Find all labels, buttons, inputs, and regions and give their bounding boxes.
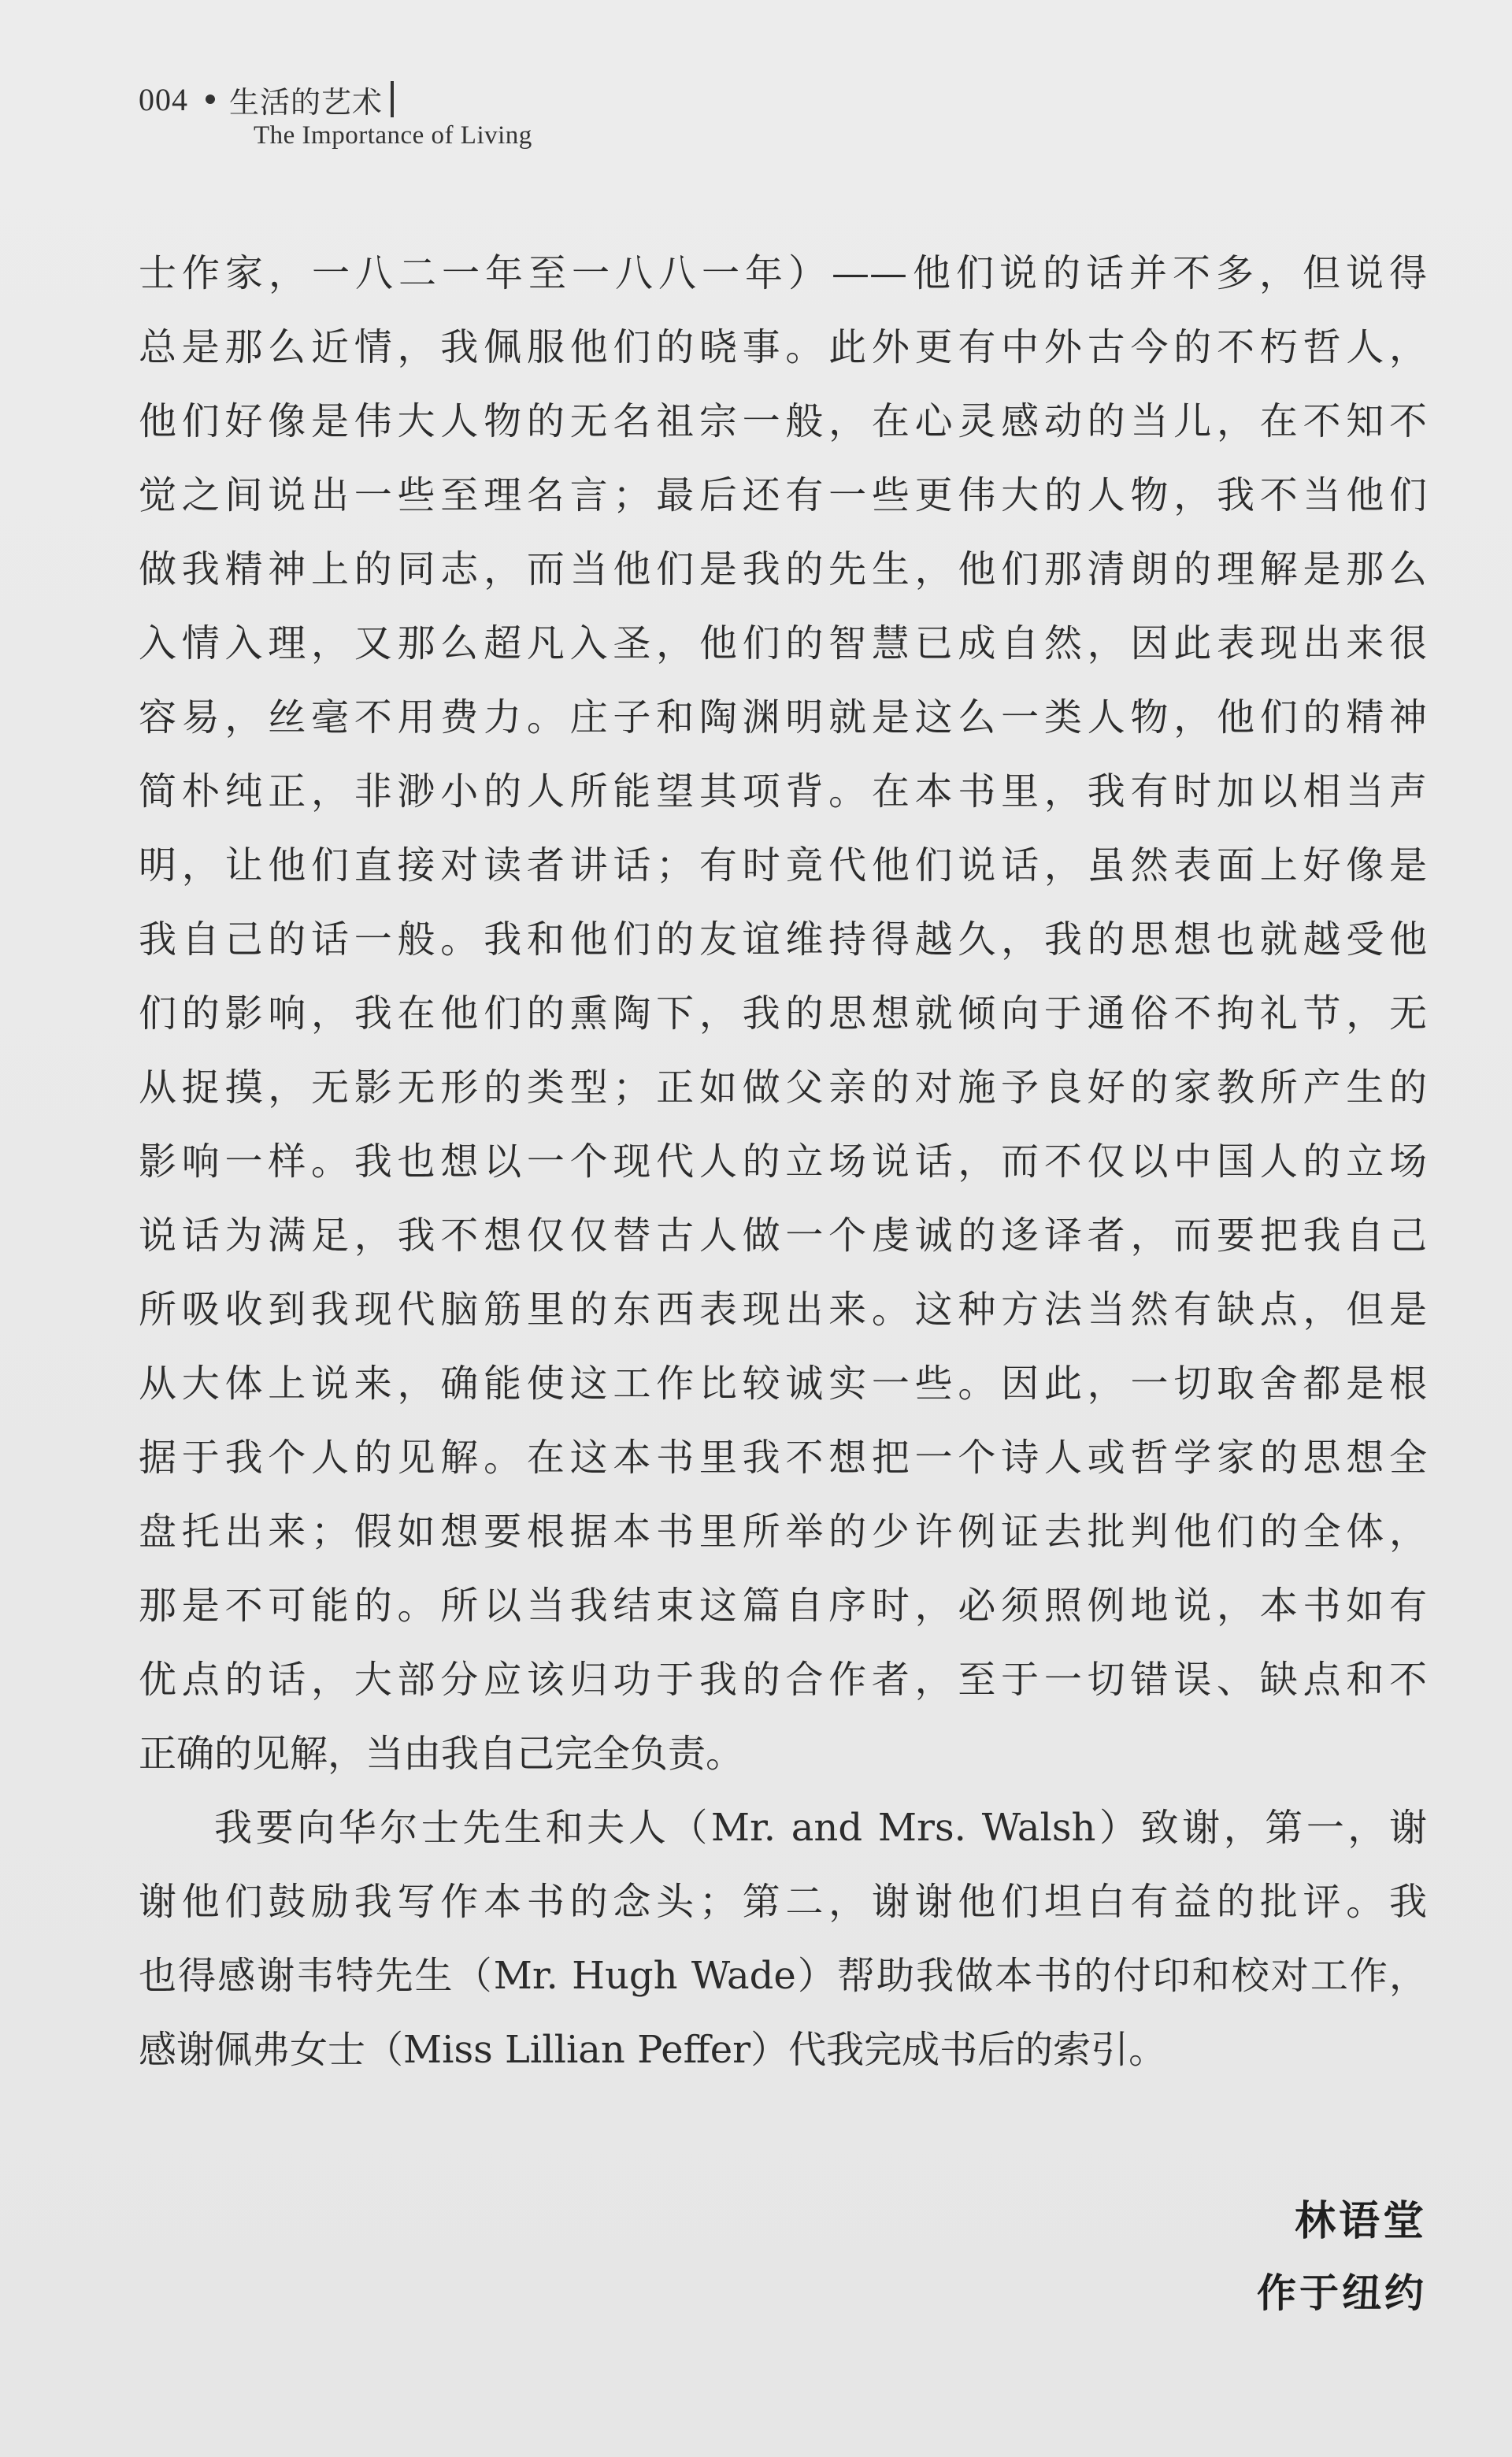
text-line: 觉之间说出一些至理名言；最后还有一些更伟大的人物，我不当他们 [139,473,1427,517]
text-line: 从捉摸，无影无形的类型；正如做父亲的对施予良好的家教所产生的 [139,1065,1427,1110]
text-line: 士作家，一八二一年至一八八一年）——他们说的话并不多，但说得 [139,251,1427,295]
text-line: 们的影响，我在他们的熏陶下，我的思想就倾向于通俗不拘礼节，无 [139,991,1427,1036]
text-line: 简朴纯正，非渺小的人所能望其项背。在本书里，我有时加以相当声 [139,769,1427,813]
text-line: 他们好像是伟大人物的无名祖宗一般，在心灵感动的当儿，在不知不 [139,399,1427,443]
text-line: 影响一样。我也想以一个现代人的立场说话，而不仅以中国人的立场 [139,1140,1427,1184]
text-line: 入情入理，又那么超凡入圣，他们的智慧已成自然，因此表现出来很 [139,621,1427,665]
text-line: 我自己的话一般。我和他们的友谊维持得越久，我的思想也就越受他 [139,917,1427,962]
signature-place: 作于纽约 [1257,2270,1427,2316]
vertical-bar-icon [391,81,394,117]
book-title: 生活的艺术 [229,84,384,120]
paragraph-1 [139,236,1427,1791]
text-line: 所吸收到我现代脑筋里的东西表现出来。这种方法当然有缺点，但是 [139,1288,1427,1332]
text-line: 优点的话，大部分应该归功于我的合作者，至于一切错误、缺点和不 [139,1658,1427,1702]
text-line: 做我精神上的同志，而当他们是我的先生，他们那清朗的理解是那么 [139,547,1427,591]
text-line: 从大体上说来，确能使这工作比较诚实一些。因此，一切取舍都是根 [139,1362,1427,1406]
text-line: 说话为满足，我不想仅仅替古人做一个虔诚的迻译者，而要把我自己 [139,1214,1427,1258]
text-line: 明，让他们直接对读者讲话；有时竟代他们说话，虽然表面上好像是 [139,843,1427,888]
book-title-english: The Importance of Living [254,121,532,150]
text-line: 据于我个人的见解。在这本书里我不想把一个诗人或哲学家的思想全 [139,1436,1427,1480]
page-number: 004 [139,81,188,117]
paragraph-2 [139,1791,1427,2087]
text-line: 感谢佩弗女士（Miss Lillian Peffer）代我完成书后的索引。 [139,2028,1167,2072]
running-header [139,76,532,150]
text-line: 容易，丝毫不用费力。庄子和陶渊明就是这么一类人物，他们的精神 [139,695,1427,739]
text-line: 盘托出来；假如想要根据本书里所举的少许例证去批判他们的全体， [139,1510,1427,1554]
author-signature: 林语堂 [1294,2198,1427,2245]
text-line: 谢他们鼓励我写作本书的念头；第二，谢谢他们坦白有益的批评。我 [139,1880,1427,1924]
text-line: 总是那么近情，我佩服他们的晓事。此外更有中外古今的不朽哲人， [139,325,1427,369]
body-text [139,236,1427,2087]
text-line: 那是不可能的。所以当我结束这篇自序时，必须照例地说，本书如有 [139,1584,1427,1628]
text-line: 正确的见解，当由我自己完全负责。 [139,1732,744,1776]
text-line: 我要向华尔士先生和夫人（Mr. and Mrs. Walsh）致谢，第一，谢 [214,1806,1427,1850]
bullet-dot-icon [206,94,215,104]
text-line: 也得感谢韦特先生（Mr. Hugh Wade）帮助我做本书的付印和校对工作， [139,1954,1427,1998]
